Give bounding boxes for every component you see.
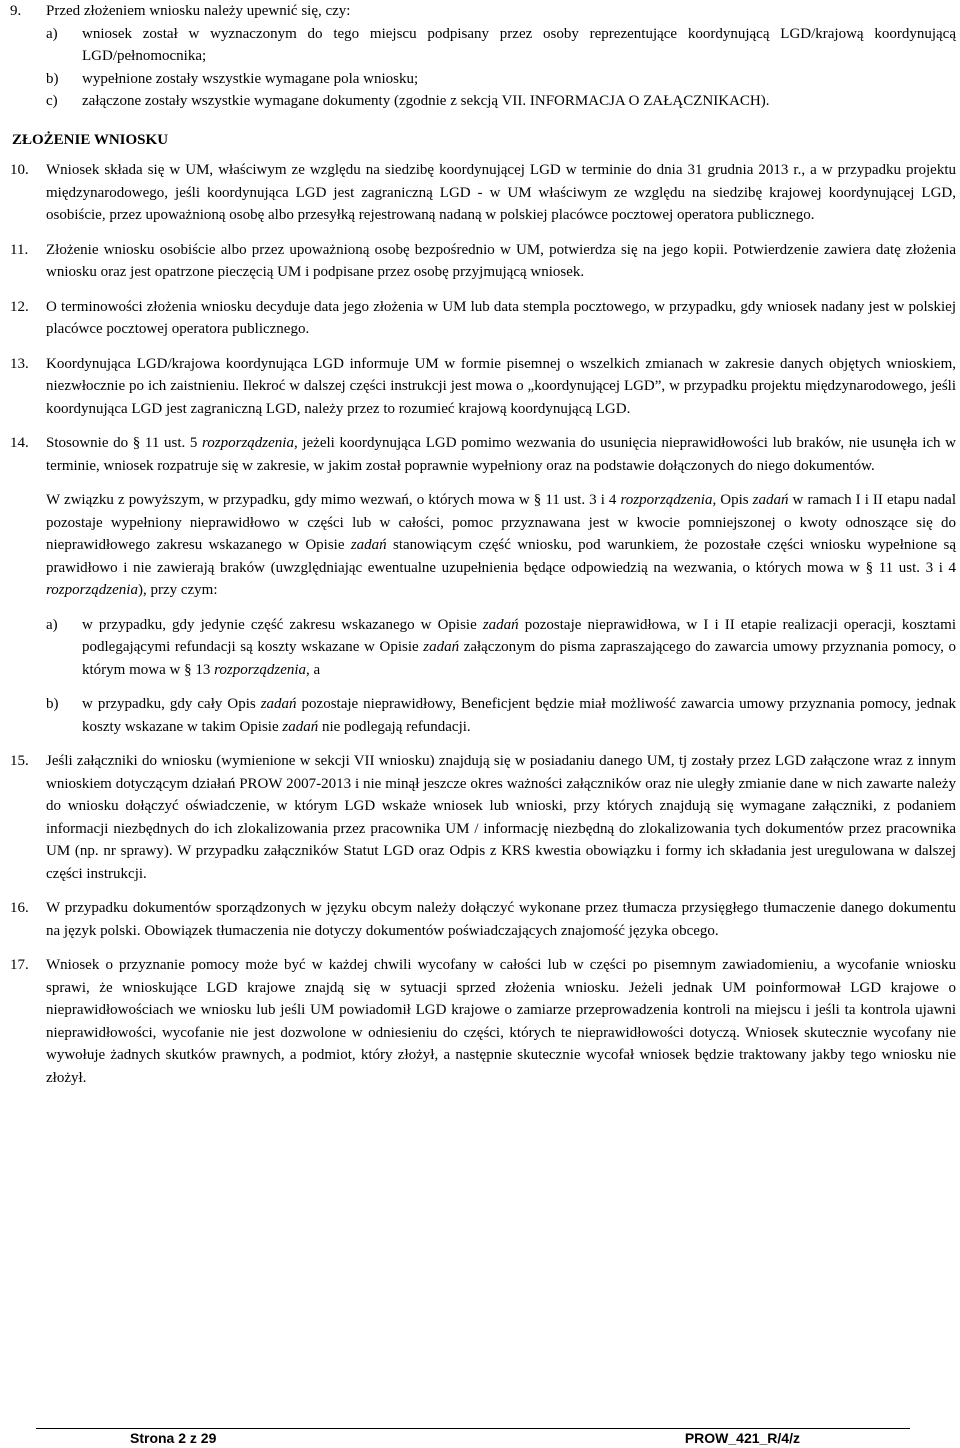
item-number: 14. <box>10 435 29 451</box>
sub-text: wniosek został w wyznaczonym do tego miejscu podpisany przez osoby reprezentujące koordynującą LGD/krajową koordynującą LGD/pełnomocnika; <box>82 25 956 64</box>
item-10 <box>10 159 956 227</box>
item-9-subs <box>10 23 956 113</box>
item-body <box>46 0 956 23</box>
item-text: Stosownie do § 11 ust. 5 rozporządzenia, jeżeli koordynująca LGD pomimo wezwania do usunięcia nieprawidłowości lub braków, nie usunęła ich w terminie, wniosek rozpatruje się w zakresie, w jakim został poprawnie wypełniony oraz na podstawie dołączonych do niego dokumentów. <box>46 435 956 474</box>
item-14 <box>10 432 956 738</box>
item-text: O terminowości złożenia wniosku decyduje data jego złożenia w UM lub data stempla pocztowego, w przypadku, gdy wniosek nadany jest w polskiej placówce pocztowej operatora publicznego. <box>46 298 956 337</box>
item-9 <box>10 0 956 23</box>
section-heading: ZŁOŻENIE WNIOSKU <box>12 131 169 148</box>
item-text: Wniosek o przyznanie pomocy może być w każdej chwili wycofany w całości lub w części po pisemnym zawiadomieniu, a wycofanie wniosku sprawi, że wnioskujące LGD krajowe znajdą się w sytuacji sprzed złożenia wniosku. Jeżeli jednak UM poinformował LGD krajowe o nieprawidłowościach we wniosku lub jeśli UM powiadomił LGD krajowe o zamiarze przeprowadzenia kontroli na miejscu i jeśli ta kontrola ujawni nieprawidłowości, wycofanie nie jest dozwolone w odniesieniu do części, których te nieprawidłowości dotyczą. Wniosek skutecznie wycofany nie wywołuje żadnych skutków prawnych, a podmiot, który złożył, a następnie skutecznie wycofał wniosek będzie traktowany jakby tego wniosku nie złożył. <box>46 957 956 1086</box>
item-number: 13. <box>10 355 29 372</box>
item-text: Jeśli załączniki do wniosku (wymienione w sekcji VII wniosku) znajdują się w posiadaniu danego UM, tj zostały przez LGD załączone wraz z innym wnioskiem dotyczącym działań PROW 2007-2013 i nie minął jeszcze okres ważności załączników oraz nie uległy zmianie dane w nich zawarte należy do wniosku dołączyć oświadczenie, w którym LGD wskaże wniosek lub wnioski, przy których znajdują się wymagane załączniki, z podaniem informacji niezbędnych do ich zlokalizowania przez pracownika UM / informację niezbędną do zlokalizowania tych dokumentów przez pracownika UM (np. nr sprawy). W przypadku załączników Statut LGD oraz Odpis z KRS kwestia obowiązku i formy ich składania jest uregulowana w dalszej części instrukcji. <box>46 753 956 882</box>
item-text: W związku z powyższym, w przypadku, gdy mimo wezwań, o których mowa w § 11 ust. 3 i 4 rozporządzenia, Opis zadań w ramach I i II etapu nadal pozostaje wypełniony nieprawidłowo w części lub w całości, pomoc przyznawana jest w kwocie pomniejszonej o kwoty odnoszące się do nieprawidłowego zakresu wskazanego w Opisie zadań stanowiącym część wniosku, pod warunkiem, że pozostałe części wniosku wypełnione są prawidłowo i nie zawierają braków (uwzględniając ewentualne uzupełnienia będące odpowiedzią na wezwania, o których mowa w § 11 ust. 3 i 4 rozporządzenia), przy czym: <box>46 492 956 598</box>
item-13 <box>10 353 956 421</box>
page-footer <box>0 1428 960 1448</box>
item-number: 15. <box>10 753 29 769</box>
document-code: PROW_421_R/4/z <box>684 1430 800 1446</box>
item-number: 9. <box>10 3 22 19</box>
item-text: Wniosek składa się w UM, właściwym ze względu na siedzibę koordynującej LGD w terminie do dnia 31 grudnia 2013 r., a w przypadku projektu międzynarodowego, jeśli koordynująca LGD jest zagraniczną LGD - w UM właściwym ze względu na siedzibę krajowej koordynującej LGD, osobiście, przez upoważnioną osobę albo przesyłką rejestrowaną nadaną w polskiej placówce pocztowej operatora publicznego. <box>46 162 956 223</box>
sub-letter: b) <box>46 70 59 87</box>
sub-text: wypełnione zostały wszystkie wymagane pola wniosku; <box>82 70 419 87</box>
sub-item-a <box>46 614 956 682</box>
sub-text: w przypadku, gdy cały Opis zadań pozostaje nieprawidłowy, Beneficjent będzie miał możliwość zawarcia umowy przyznania pomocy, jednak koszty wskazane w takim Opisie zadań nie podlegają refundacji. <box>82 696 956 735</box>
sub-item-b <box>46 693 956 738</box>
item-number: 17. <box>10 957 29 973</box>
sub-item-a <box>46 23 956 68</box>
item-number: 12. <box>10 298 29 315</box>
sub-letter: b) <box>46 696 59 712</box>
item-text: Przed złożeniem wniosku należy upewnić się, czy: <box>46 3 351 19</box>
page-number: Strona 2 z 29 <box>130 1430 217 1446</box>
item-17 <box>10 954 956 1089</box>
sub-letter: a) <box>46 616 58 633</box>
item-number: 16. <box>10 900 29 916</box>
item-16 <box>10 897 956 942</box>
sub-letter: c) <box>46 93 58 109</box>
item-15 <box>10 750 956 885</box>
sub-item-b <box>46 68 956 91</box>
sub-letter: a) <box>46 25 58 42</box>
document-body <box>10 0 956 1089</box>
item-text: Koordynująca LGD/krajowa koordynująca LGD informuje UM w formie pisemnej o wszelkich zmianach w zakresie danych objętych wnioskiem, niezwłocznie po ich zaistnieniu. Ilekroć w dalszej części instrukcji jest mowa o „koordynującej LGD”, w przypadku projektu międzynarodowego, jeśli koordynująca LGD jest zagraniczną LGD, należy przez to rozumieć krajową koordynującą LGD. <box>46 355 956 417</box>
item-12 <box>10 296 956 341</box>
item-text: W przypadku dokumentów sporządzonych w języku obcym należy dołączyć wykonane przez tłumacza przysięgłego tłumaczenie danego dokumentu na język polski. Obowiązek tłumaczenia nie dotyczy dokumentów poświadczających znajomość języka obcego. <box>46 900 956 939</box>
sub-item-c <box>46 90 956 113</box>
item-text: Złożenie wniosku osobiście albo przez upoważnioną osobę bezpośrednio w UM, potwierdza się na jego kopii. Potwierdzenie zawiera datę złożenia wniosku oraz jest opatrzone pieczęcią UM i podpisane przez osobę przyjmującą wniosek. <box>46 241 956 280</box>
sub-text: załączone zostały wszystkie wymagane dokumenty (zgodnie z sekcją VII. INFORMACJA O ZAŁĄCZNIKACH). <box>82 93 770 109</box>
item-number: 11. <box>10 241 29 258</box>
sub-text: w przypadku, gdy jedynie część zakresu wskazanego w Opisie zadań pozostaje nieprawidłowa, w I i II etapie realizacji operacji, kosztami podlegającymi refundacji są koszty wskazane w Opisie zadań załączonym do pisma zapraszającego do zawarcia umowy przyznania pomocy, o którym mowa w § 13 rozporządzenia, a <box>82 616 956 678</box>
item-number: 10. <box>10 162 29 178</box>
item-body <box>46 432 956 738</box>
item-11 <box>10 239 956 284</box>
